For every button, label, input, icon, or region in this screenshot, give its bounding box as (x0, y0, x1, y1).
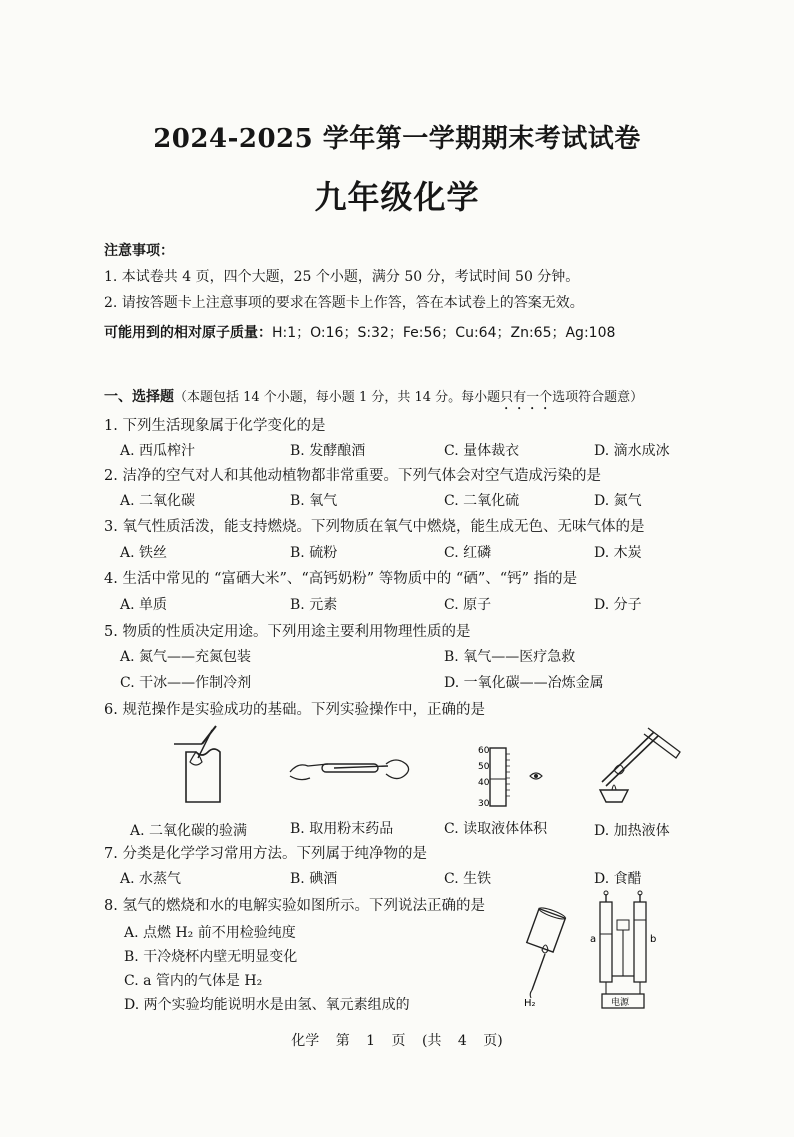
question-6-option-c[interactable]: C. 读取液体体积 (444, 821, 548, 837)
read-volume-figure (478, 744, 558, 810)
question-1-option-d[interactable]: D. 滴水成冰 (594, 443, 670, 459)
footer-subject: 化学 (291, 1033, 320, 1049)
question-7-option-b[interactable]: B. 碘酒 (290, 871, 338, 887)
question-2-option-c[interactable]: C. 二氧化硫 (444, 493, 520, 509)
question-4-stem: 4. 生活中常见的 “富硒大米”、“高钙奶粉” 等物质中的 “硒”、“钙” 指的是 (104, 571, 578, 587)
tube-b-label: b (650, 934, 657, 945)
question-3-option-c[interactable]: C. 红磷 (444, 545, 492, 561)
question-3-option-a[interactable]: A. 铁丝 (120, 545, 168, 561)
question-1-option-b[interactable]: B. 发酵酿酒 (290, 443, 366, 459)
question-6-option-b[interactable]: B. 取用粉末药品 (290, 821, 394, 837)
cylinder-tick-50: 50 (478, 762, 490, 772)
page-footer (0, 1030, 794, 1050)
question-2-option-a[interactable]: A. 二氧化碳 (120, 493, 196, 509)
question-5-stem: 5. 物质的性质决定用途。下列用途主要利用物理性质的是 (104, 624, 471, 640)
question-5-option-d[interactable]: D. 一氧化碳——冶炼金属 (444, 675, 604, 691)
question-7-option-c[interactable]: C. 生铁 (444, 871, 492, 887)
cylinder-tick-60: 60 (478, 746, 490, 756)
question-5-option-a[interactable]: A. 氮气——充氮包装 (120, 649, 252, 665)
power-label: 电源 (611, 998, 630, 1008)
hydrogen-burning-figure (512, 906, 576, 1010)
question-3-option-b[interactable]: B. 硫粉 (290, 545, 338, 561)
question-7-stem: 7. 分类是化学学习常用方法。下列属于纯净物的是 (104, 846, 427, 862)
question-4-option-b[interactable]: B. 元素 (290, 597, 338, 613)
cylinder-tick-30: 30 (478, 799, 490, 809)
atomic-mass-line (104, 322, 615, 342)
question-1-stem: 1. 下列生活现象属于化学变化的是 (104, 418, 326, 434)
tube-a-label: a (590, 934, 597, 945)
powder-taking-figure (286, 750, 418, 786)
heating-liquid-figure (592, 720, 688, 810)
h2-label: H₂ (524, 998, 536, 1009)
question-8-option-c[interactable]: C. a 管内的气体是 H₂ (124, 973, 263, 989)
section-1-desc-a: （本题包括 14 个小题，每小题 1 分，共 14 分。每小题 (174, 390, 501, 405)
question-5-option-c[interactable]: C. 干冰——作制冷剂 (120, 675, 252, 691)
section-1-desc-b: 选项符合题意） (552, 390, 644, 405)
question-8-option-a[interactable]: A. 点燃 H₂ 前不用检验纯度 (124, 925, 296, 941)
question-3-option-d[interactable]: D. 木炭 (594, 545, 642, 561)
question-7-option-a[interactable]: A. 水蒸气 (120, 871, 182, 887)
question-8-stem: 8. 氢气的燃烧和水的电解实验如图所示。下列说法正确的是 (104, 898, 485, 914)
notice-heading: 注意事项： (104, 243, 174, 259)
atomic-mass-values: H:1；O:16；S:32；Fe:56；Cu:64；Zn:65；Ag:108 (272, 325, 616, 341)
question-1-option-a[interactable]: A. 西瓜榨汁 (120, 443, 196, 459)
question-4-option-a[interactable]: A. 单质 (120, 597, 168, 613)
electrolysis-figure (586, 890, 662, 1012)
question-7-option-d[interactable]: D. 食醋 (594, 871, 642, 887)
question-3-stem: 3. 氧气性质活泼，能支持燃烧。下列物质在氧气中燃烧，能生成无色、无味气体的是 (104, 519, 645, 535)
notice-line-1: 1. 本试卷共 4 页，四个大题，25 个小题，满分 50 分，考试时间 50 分钟。 (104, 269, 580, 285)
question-6-option-d[interactable]: D. 加热液体 (594, 823, 670, 839)
question-8-option-b[interactable]: B. 干冷烧杯内壁无明显变化 (124, 949, 298, 965)
footer-page: 第 1 页 (335, 1033, 406, 1049)
question-6-stem: 6. 规范操作是实验成功的基础。下列实验操作中，正确的是 (104, 702, 485, 718)
question-8-option-d[interactable]: D. 两个实验均能说明水是由氢、氧元素组成的 (124, 997, 410, 1013)
question-6-option-a[interactable]: A. 二氧化碳的验满 (130, 823, 248, 839)
question-1-option-c[interactable]: C. 量体裁衣 (444, 443, 520, 459)
question-2-option-d[interactable]: D. 氮气 (594, 493, 642, 509)
notice-line-2: 2. 请按答题卡上注意事项的要求在答题卡上作答，答在本试卷上的答案无效。 (104, 295, 584, 311)
co2-full-test-figure (168, 722, 248, 808)
exam-title: 2024-2025 学年第一学期期末考试试卷 (153, 124, 641, 154)
exam-subtitle: 九年级化学 (314, 178, 480, 216)
question-5-option-b[interactable]: B. 氧气——医疗急救 (444, 649, 576, 665)
cylinder-tick-40: 40 (478, 778, 490, 788)
question-2-option-b[interactable]: B. 氧气 (290, 493, 338, 509)
question-2-stem: 2. 洁净的空气对人和其他动植物都非常重要。下列气体会对空气造成污染的是 (104, 468, 601, 484)
section-1-desc-emph: 只有一个 (500, 390, 553, 405)
question-4-option-d[interactable]: D. 分子 (594, 597, 642, 613)
footer-total: (共 4 页) (421, 1033, 503, 1049)
section-1-heading (104, 386, 643, 413)
section-1-title: 一、选择题 (104, 389, 174, 405)
question-4-option-c[interactable]: C. 原子 (444, 597, 492, 613)
atomic-mass-label: 可能用到的相对原子质量： (104, 325, 272, 341)
